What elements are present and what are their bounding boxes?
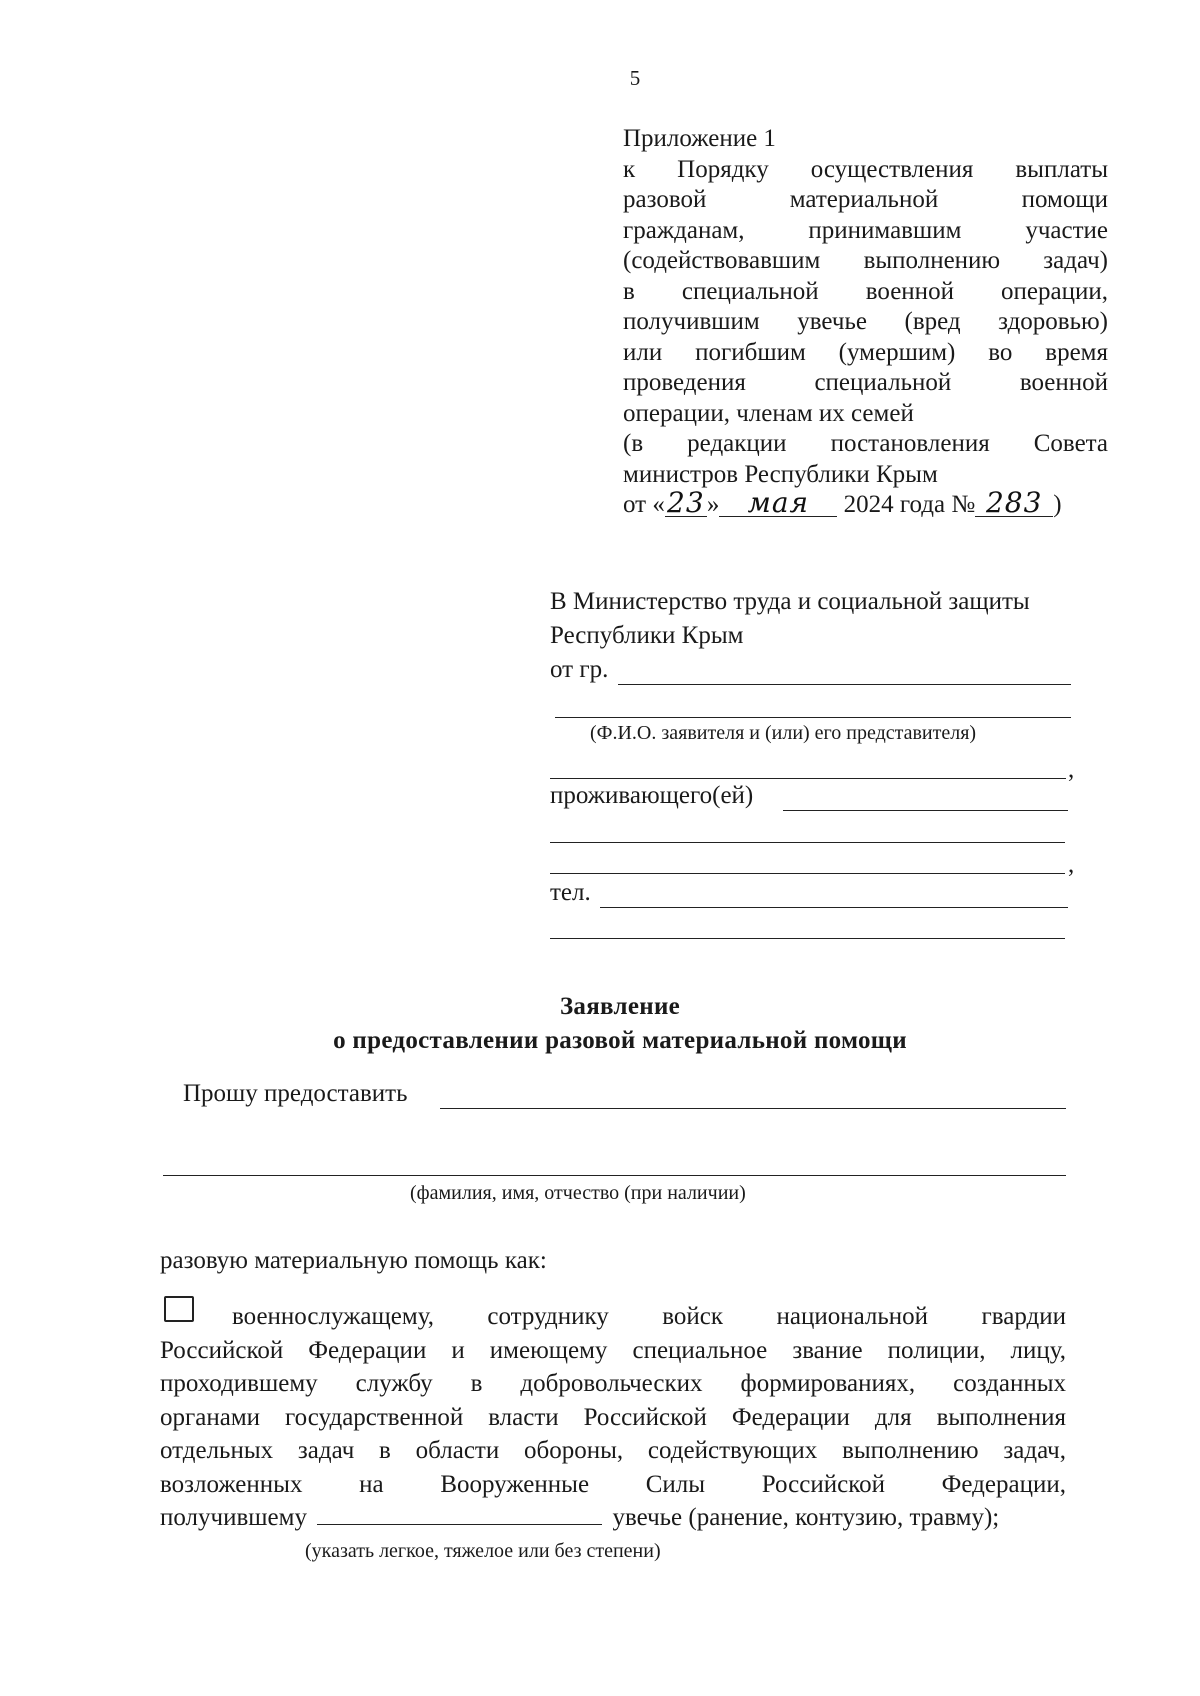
option-line: военнослужащему, сотруднику войск национальной гвардии xyxy=(232,1303,1066,1330)
appendix-line: к Порядку осуществления выплаты xyxy=(623,155,1108,183)
comma: , xyxy=(1068,756,1075,783)
option-line: отдельных задач в области обороны, содействующих выполнению задач, xyxy=(160,1437,1066,1464)
fio-field[interactable] xyxy=(618,684,1071,685)
date-year: 2024 года № xyxy=(843,491,976,518)
appendix-line: получившим увечье (вред здоровью) xyxy=(623,308,1108,335)
residing-label: проживающего(ей) xyxy=(550,782,754,809)
edition-date-line xyxy=(623,486,1108,521)
request-as-text: разовую материальную помощь как: xyxy=(160,1247,547,1274)
name-caption: (фамилия, имя, отчество (при наличии) xyxy=(410,1182,746,1204)
option-last-prefix: получившему xyxy=(160,1504,307,1531)
request-prefix: Прошу предоставить xyxy=(183,1080,408,1107)
document-subtitle: о предоставлении разовой материальной помощи xyxy=(333,1027,907,1054)
phone-label: тел. xyxy=(550,879,591,906)
phone-field[interactable] xyxy=(600,907,1068,908)
date-close: ) xyxy=(1053,491,1062,518)
appendix-line: (содействовавшим выполнению задач) xyxy=(623,247,1108,274)
addressee-line2: Республики Крым xyxy=(550,622,744,649)
recipient-field[interactable] xyxy=(440,1108,1066,1109)
option-line: Российской Федерации и имеющему специальное звание полиции, лицу, xyxy=(160,1336,1066,1364)
addressee-line1: В Министерство труда и социальной защиты xyxy=(550,588,1030,615)
phone-field-2[interactable] xyxy=(550,938,1065,939)
from-label: от гр. xyxy=(550,656,609,683)
option-line: проходившему службу в добровольческих формированиях, созданных xyxy=(160,1370,1066,1397)
document-title: Заявление xyxy=(559,993,681,1020)
handwritten-day: 23 xyxy=(665,490,707,517)
address-field[interactable] xyxy=(783,810,1068,811)
appendix-line: гражданам, принимавшим участие xyxy=(623,216,1108,244)
handwritten-number: 283 xyxy=(975,490,1053,517)
comma: , xyxy=(1068,851,1075,878)
option-line: возложенных на Вооруженные Силы Российской Федерации, xyxy=(160,1470,1066,1498)
appendix-title: Приложение 1 xyxy=(623,125,776,152)
date-prefix: от « xyxy=(623,491,665,518)
option-line: органами государственной власти Российской Федерации для выполнения xyxy=(160,1403,1066,1431)
appendix-line: проведения специальной военной xyxy=(623,369,1108,396)
fio-field-2[interactable] xyxy=(555,717,1071,718)
fio-field-3[interactable] xyxy=(550,778,1066,779)
injury-severity-field[interactable] xyxy=(317,1504,602,1525)
handwritten-month: мая xyxy=(719,490,837,517)
edition-line: (в редакции постановления Совета xyxy=(623,430,1108,457)
appendix-line: операции, членам их семей xyxy=(623,399,914,427)
fio-caption: (Ф.И.О. заявителя и (или) его представителя) xyxy=(590,722,977,744)
appendix-line: или погибшим (умершим) во время xyxy=(623,338,1108,366)
appendix-line: разовой материальной помощи xyxy=(623,186,1108,213)
appendix-line: в специальной военной операции, xyxy=(623,277,1108,305)
option-last-suffix: увечье (ранение, контузию, травму); xyxy=(612,1504,1000,1531)
page-number: 5 xyxy=(629,66,641,90)
option-text xyxy=(160,1300,1066,1535)
severity-caption: (указать легкое, тяжелое или без степени) xyxy=(305,1540,661,1562)
option-last-line xyxy=(160,1501,1066,1535)
appendix-block xyxy=(623,124,1108,521)
date-quote: » xyxy=(706,491,720,518)
recipient-field-2[interactable] xyxy=(163,1175,1066,1176)
edition-line: министров Республики Крым xyxy=(623,460,938,488)
address-field-3[interactable] xyxy=(550,873,1065,874)
address-field-2[interactable] xyxy=(550,842,1065,843)
